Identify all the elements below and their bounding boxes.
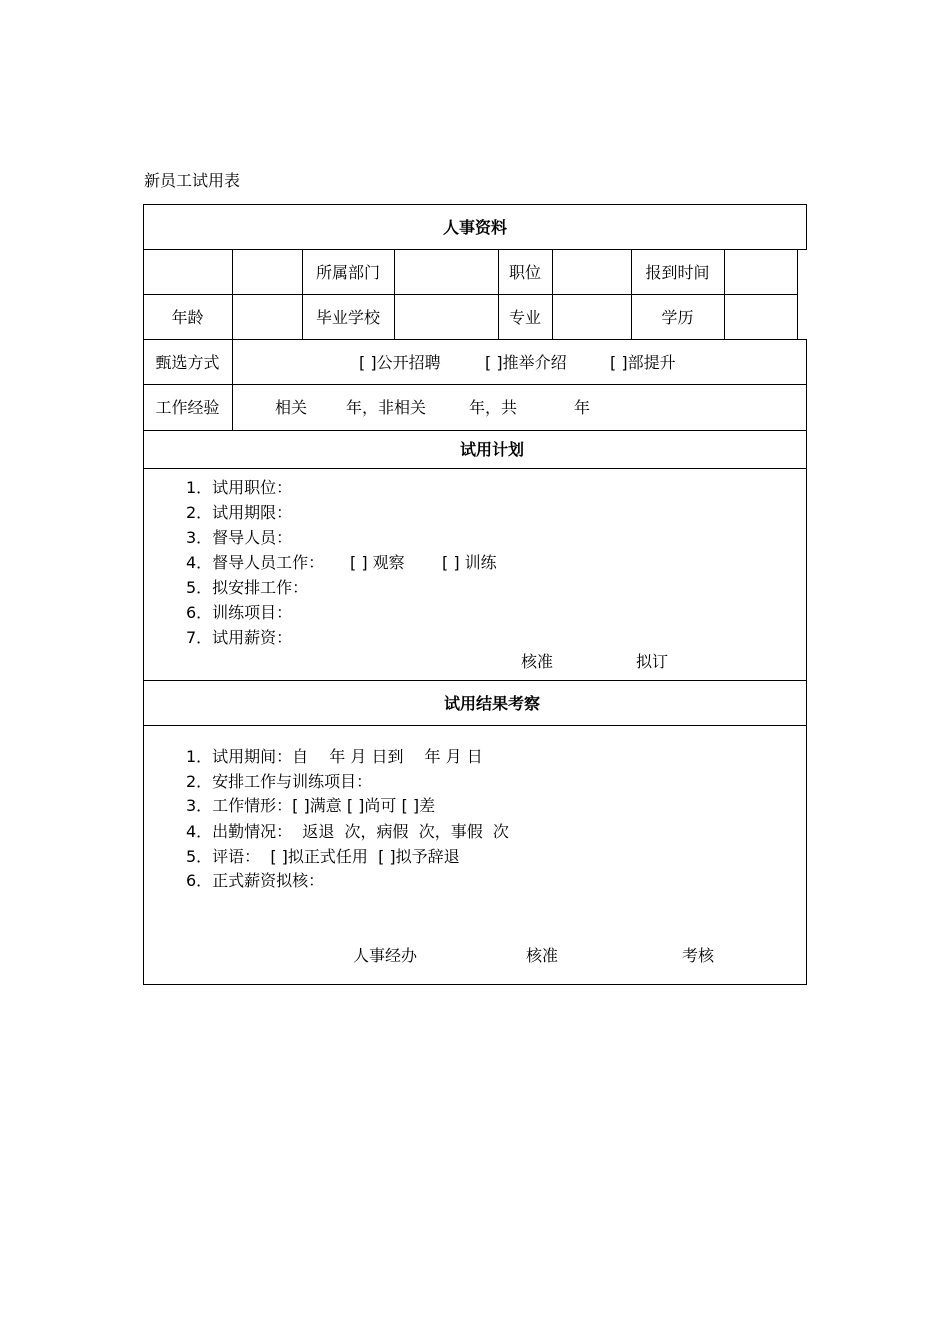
selection-option-internal-promotion[interactable]: [ ]部提升 [610, 353, 676, 372]
plan-item-period: 2．试用期限： [186, 503, 293, 522]
selection-method-label: 甄选方式 [155, 353, 220, 372]
plan-item-salary: 7．试用薪资： [186, 628, 293, 647]
position-label: 职位 [508, 263, 541, 282]
table-line-8 [143, 725, 807, 726]
result-sign-review: 考核 [682, 946, 715, 965]
plan-sign-approve: 核准 [521, 652, 554, 671]
major-label: 专业 [508, 308, 541, 327]
school-value-cell[interactable] [395, 295, 498, 339]
position-value-cell[interactable] [553, 250, 631, 294]
report-date-value-cell[interactable] [725, 250, 797, 294]
dept-value-cell[interactable] [395, 250, 498, 294]
result-sign-approve: 核准 [526, 946, 559, 965]
selection-option-open-recruit[interactable]: [ ]公开招聘 [359, 353, 441, 372]
result-item-attendance: 4．出勤情况： 返退 次，病假 次，事假 次 [186, 822, 509, 841]
table-line-7 [143, 680, 807, 681]
duty-option-train[interactable]: [ ] 训练 [442, 553, 497, 572]
experience-related-text: 相关 [275, 398, 308, 417]
major-value-cell[interactable] [553, 295, 631, 339]
table-line-top [143, 204, 807, 205]
experience-year-text: 年 [574, 398, 591, 417]
plan-item-supervisor: 3．督导人员： [186, 528, 293, 547]
plan-item-position: 1．试用职位： [186, 478, 293, 497]
result-sign-hr: 人事经办 [353, 946, 418, 965]
trial-plan-heading: 试用计划 [459, 440, 524, 459]
col-line-label [232, 339, 233, 430]
result-item-comment: 5．评语： [ ]拟正式任用 [ ]拟予辞退 [186, 847, 460, 866]
table-line-5 [143, 430, 807, 431]
duty-option-observe[interactable]: [ ] 观察 [350, 553, 405, 572]
result-item-period: 1．试用期间：自 年 月 日到 年 月 日 [186, 747, 483, 766]
experience-total-text: 年，共 [469, 398, 518, 417]
personnel-heading: 人事资料 [442, 218, 507, 237]
result-item-work-training: 2．安排工作与训练项目： [186, 772, 373, 791]
plan-item-training: 6．训练项目： [186, 603, 293, 622]
table-border-right-bottom [806, 340, 807, 985]
age-label: 年龄 [171, 308, 204, 327]
plan-item-supervisor-duty: 4．督导人员工作： [186, 553, 325, 572]
result-item-performance: 3．工作情形：[ ]满意 [ ]尚可 [ ]差 [186, 796, 436, 815]
selection-option-referral[interactable]: [ ]推举介绍 [485, 353, 567, 372]
work-experience-label: 工作经验 [155, 398, 220, 417]
plan-sign-draft: 拟订 [636, 652, 669, 671]
report-date-label: 报到时间 [645, 263, 710, 282]
experience-unrelated-text: 年，非相关 [346, 398, 427, 417]
document-title: 新员工试用表 [144, 171, 241, 190]
table-line-6 [143, 468, 807, 469]
table-line-4 [143, 384, 807, 385]
result-item-salary-approval: 6．正式薪资拟核： [186, 871, 325, 890]
education-value-cell[interactable] [725, 295, 797, 339]
education-label: 学历 [661, 308, 694, 327]
table-line-bottom [143, 984, 807, 985]
school-label: 毕业学校 [315, 308, 380, 327]
plan-item-assigned-work: 5．拟安排工作： [186, 578, 309, 597]
dept-label: 所属部门 [315, 263, 380, 282]
trial-result-heading: 试用结果考察 [443, 694, 540, 713]
age-value-cell[interactable] [233, 295, 302, 339]
table-line-3 [143, 339, 807, 340]
